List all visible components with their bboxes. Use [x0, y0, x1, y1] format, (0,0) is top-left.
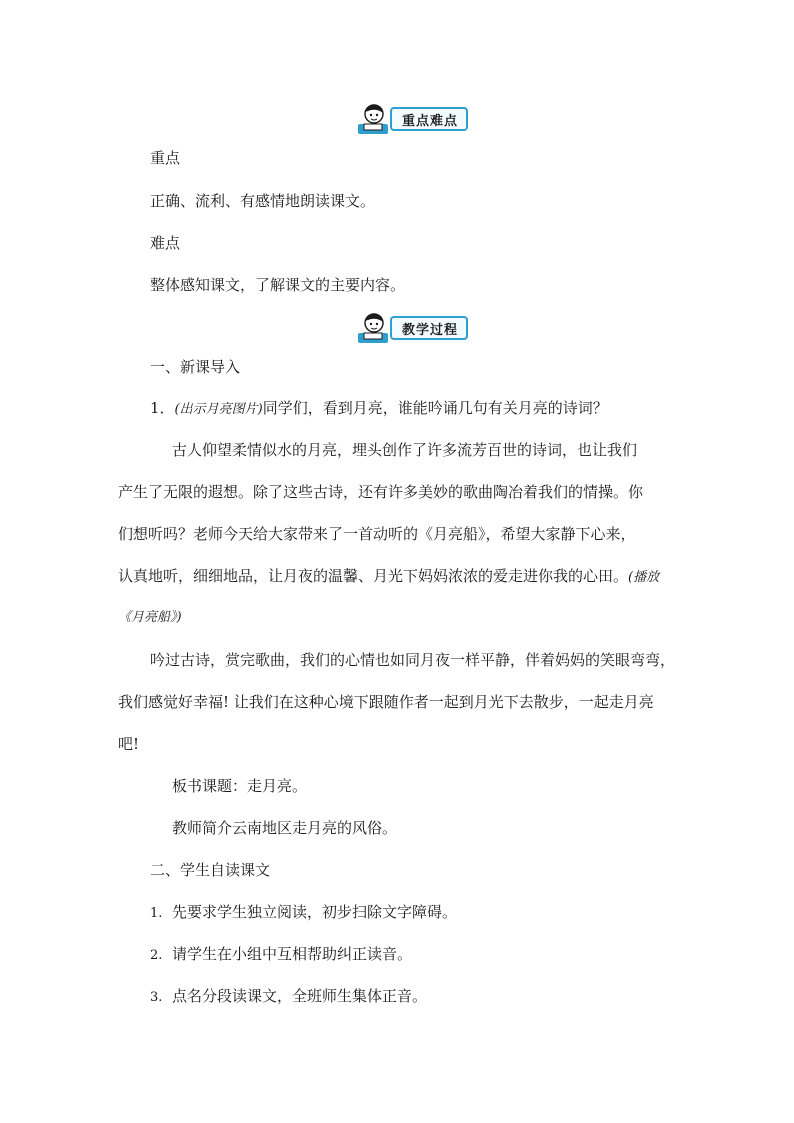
para1-line3: 们想听吗？老师今天给大家带来了一首动听的《月亮船》，希望大家静下心来， — [118, 525, 636, 543]
step1-number: 1. — [150, 906, 163, 921]
item1-text: 同学们，看到月亮，谁能吟诵几句有关月亮的诗词？ — [262, 399, 608, 417]
part1-heading: 一、新课导入 — [150, 358, 241, 376]
step3 — [150, 986, 427, 1008]
para2-line2: 我们感觉好幸福! 让我们在这种心境下跟随作者一起到月光下去散步，一起走月亮 — [118, 693, 654, 711]
part2-heading: 二、学生自读课文 — [150, 861, 271, 879]
para1-note-b: 《月亮船》) — [118, 610, 182, 625]
para1-line4 — [118, 566, 659, 588]
focus-heading: 重点 — [150, 149, 181, 167]
difficulty-heading: 难点 — [150, 234, 181, 252]
section-badge-key-points — [356, 102, 468, 136]
para1-line4-text: 认真地听，细细地品，让月夜的温馨、月光下妈妈浓浓的爱走进你我的心田。 — [118, 567, 629, 585]
para1-line2: 产生了无限的遐想。除了这些古诗，还有许多美妙的歌曲陶冶着我们的情操。你 — [118, 483, 644, 501]
para1-line1: 古人仰望柔情似水的月亮，埋头创作了许多流芳百世的诗词，也让我们 — [172, 441, 638, 459]
board-title: 板书课题：走月亮。 — [172, 777, 308, 795]
step2-text: 请学生在小组中互相帮助纠正读音。 — [171, 945, 412, 963]
step1-text: 先要求学生独立阅读，初步扫除文字障碍。 — [171, 903, 457, 921]
focus-text: 正确、流利、有感情地朗读课文。 — [150, 192, 376, 210]
section-badge-process — [356, 311, 468, 345]
para2-line3: 吧! — [118, 735, 140, 753]
step3-text: 点名分段读课文，全班师生集体正音。 — [171, 987, 427, 1005]
item1-line — [150, 398, 608, 420]
step3-number: 3. — [150, 990, 163, 1005]
section-title-process: 教学过程 — [390, 316, 468, 340]
teacher-intro: 教师简介云南地区走月亮的风俗。 — [172, 819, 398, 837]
step2 — [150, 944, 412, 966]
difficulty-text: 整体感知课文，了解课文的主要内容。 — [150, 276, 406, 294]
item1-note: (出示月亮图片) — [174, 402, 263, 417]
step1 — [150, 902, 457, 924]
item1-number: 1． — [150, 399, 175, 417]
step2-number: 2. — [150, 948, 163, 963]
para1-note-a: (播放 — [628, 570, 660, 585]
para2-line1: 吟过古诗，赏完歌曲，我们的心情也如同月夜一样平静，伴着妈妈的笑眼弯弯， — [150, 651, 676, 669]
section-title-key-points: 重点难点 — [390, 107, 468, 131]
